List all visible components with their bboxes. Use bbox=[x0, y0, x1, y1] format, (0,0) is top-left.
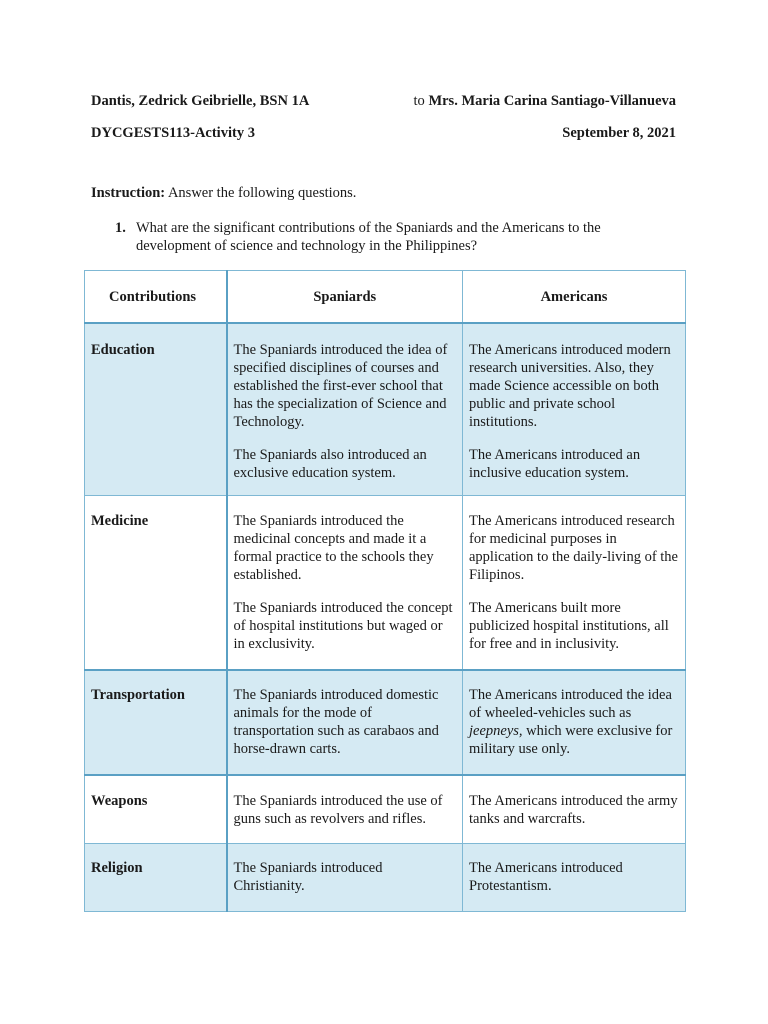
question-number: 1. bbox=[115, 220, 126, 236]
cell-italic-text: jeepneys, bbox=[469, 723, 523, 739]
cell-paragraph: The Spaniards introduced the idea of specified disciplines of courses and established the first-ever school that has the specialization of Science and Technology. bbox=[233, 342, 448, 430]
table-header-row bbox=[85, 271, 686, 324]
row-category-weapons: Weapons bbox=[85, 775, 227, 844]
spaniards-cell bbox=[227, 775, 463, 844]
course-activity: DYCGESTS113-Activity 3 bbox=[91, 125, 255, 141]
table-row bbox=[85, 844, 686, 912]
cell-paragraph: The Americans built more publicized hospital institutions, all for free and in inclusivity. bbox=[469, 600, 669, 652]
cell-paragraph: The Americans introduced an inclusive education system. bbox=[469, 447, 641, 481]
americans-cell bbox=[463, 670, 686, 775]
table-row bbox=[85, 323, 686, 496]
teacher-name: Mrs. Maria Carina Santiago-Villanueva bbox=[428, 93, 676, 109]
spaniards-cell bbox=[227, 844, 463, 912]
contributions-table bbox=[84, 270, 686, 912]
cell-paragraph: The Spaniards introduced the concept of hospital institutions but waged or in exclusivity. bbox=[233, 600, 453, 652]
cell-paragraph: The Spaniards also introduced an exclusive education system. bbox=[233, 447, 427, 481]
americans-cell bbox=[463, 844, 686, 912]
spaniards-cell bbox=[227, 496, 463, 671]
column-header-contributions: Contributions bbox=[85, 271, 227, 324]
row-category-medicine: Medicine bbox=[85, 496, 227, 671]
cell-paragraph: The Spaniards introduced domestic animals for the mode of transportation such as carabaos and horse-drawn carts. bbox=[233, 687, 439, 757]
question-text: What are the significant contributions of the Spaniards and the Americans to the development of science and technology in the Philippines? bbox=[136, 220, 601, 254]
cell-text: The Americans introduced the idea of wheeled-vehicles such as bbox=[469, 687, 672, 721]
cell-paragraph bbox=[469, 686, 679, 758]
table-row bbox=[85, 496, 686, 671]
row-category-transportation: Transportation bbox=[85, 670, 227, 775]
cell-paragraph: The Spaniards introduced the use of guns such as revolvers and rifles. bbox=[233, 793, 443, 827]
instruction bbox=[91, 185, 356, 202]
cell-paragraph: The Spaniards introduced Christianity. bbox=[233, 860, 383, 894]
table-row bbox=[85, 775, 686, 844]
americans-cell bbox=[463, 496, 686, 671]
instruction-label: Instruction: bbox=[91, 185, 166, 201]
column-header-americans: Americans bbox=[463, 271, 686, 324]
table-row bbox=[85, 670, 686, 775]
cell-paragraph: The Americans introduced the army tanks and warcrafts. bbox=[469, 793, 678, 827]
americans-cell bbox=[463, 323, 686, 496]
cell-paragraph: The Americans introduced Protestantism. bbox=[469, 860, 623, 894]
student-name: Dantis, Zedrick Geibrielle, BSN 1A bbox=[91, 93, 310, 109]
row-category-education: Education bbox=[85, 323, 227, 496]
column-header-spaniards: Spaniards bbox=[227, 271, 463, 324]
cell-paragraph: The Americans introduced research for medicinal purposes in application to the daily-living of the Filipinos. bbox=[469, 513, 678, 583]
row-category-religion: Religion bbox=[85, 844, 227, 912]
spaniards-cell bbox=[227, 323, 463, 496]
cell-text: which were exclusive for military use only. bbox=[469, 723, 673, 757]
cell-paragraph: The Americans introduced modern research universities. Also, they made Science accessible on both public and private school institutions. bbox=[469, 342, 671, 430]
spaniards-cell bbox=[227, 670, 463, 775]
recipient-prefix: to bbox=[413, 93, 425, 109]
document-date: September 8, 2021 bbox=[562, 125, 676, 141]
instruction-text: Answer the following questions. bbox=[167, 185, 357, 201]
cell-paragraph: The Spaniards introduced the medicinal concepts and made it a formal practice to the schools they established. bbox=[233, 513, 434, 583]
recipient bbox=[414, 93, 676, 110]
americans-cell bbox=[463, 775, 686, 844]
question-1 bbox=[115, 219, 635, 255]
